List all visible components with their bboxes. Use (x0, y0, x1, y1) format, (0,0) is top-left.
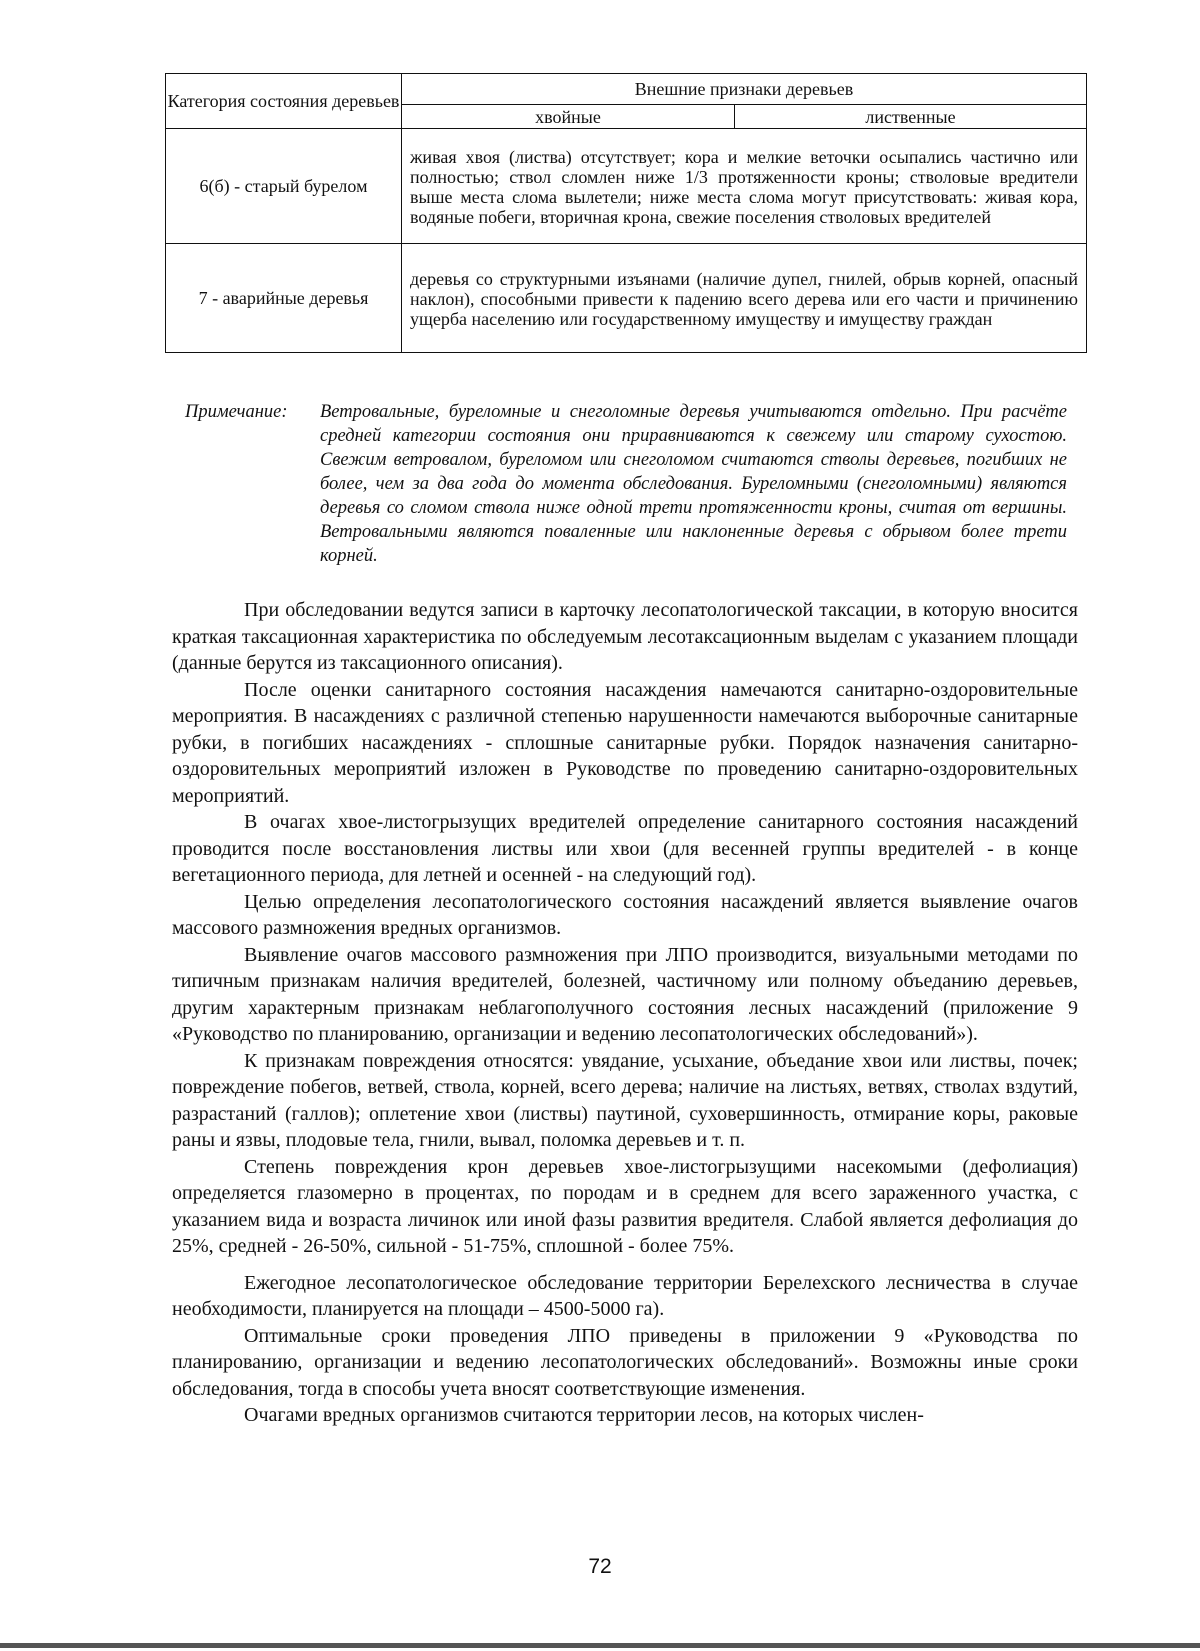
page-number: 72 (588, 1555, 612, 1578)
header-category: Категория состояния деревьев (166, 74, 402, 129)
paragraph: К признакам повреждения относятся: увядание, усыхание, объедание хвои или листвы, почек; повреждение побегов, ветвей, ствола, корней, всего дерева; наличие на листьях, ветвях, стволах вздутий, разрастаний (галлов); оплетение хвои (листвы) паутиной, суховершинность, отмирание коры, раковые раны и язвы, плодовые тела, гнили, вывал, поломка деревьев и т. п. (172, 1049, 1078, 1151)
paragraph: В очагах хвое-листогрызущих вредителей определение санитарного состояния насаждений проводится после восстановления листвы или хвои (для весенней группы вредителей - в конце вегетационного периода, для летней и осенней - на следующий год). (172, 811, 1078, 886)
header-deciduous: лиственные (735, 105, 1087, 129)
header-external-signs: Внешние признаки деревьев (402, 74, 1087, 105)
row-description: деревья со структурными изъянами (наличие дупел, гнилей, обрыв корней, опасный наклон), способными привести к падению всего дерева или его части и причинению ущерба населению или государственному имуществу и имуществу граждан (402, 244, 1087, 353)
note-text: Ветровальные, буреломные и снеголомные деревья учитываются отдельно. При расчёте средней категории состояния они приравниваются к свежему или старому сухостою. Свежим ветровалом, буреломом или снеголомом считаются стволы деревьев, погибших не более, чем за два года до момента обследования. Буреломными (снеголомными) являются деревья со сломом ствола ниже одной трети протяженности кроны, считая от вершины. Ветровальными являются поваленные или наклоненные деревья с обрывом более трети корней. (320, 402, 1067, 566)
row-description: живая хвоя (листва) отсутствует; кора и мелкие веточки осыпались частично или полностью; ствол сломлен ниже 1/3 протяженности кроны; стволовые вредители выше места слома вылетели; ниже места слома могут присутствовать: живая кора, водяные побеги, вторичная крона, свежие поселения стволовых вредителей (402, 129, 1087, 244)
table-note (185, 400, 1067, 568)
paragraph: Целью определения лесопатологического состояния насаждений является выявление очагов массового размножения вредных организмов. (172, 890, 1078, 939)
row-category: 7 - аварийные деревья (166, 244, 402, 353)
note-label: Примечание: (185, 402, 288, 422)
tree-condition-table (165, 73, 1087, 353)
paragraph: Очагами вредных организмов считаются территории лесов, на которых числен- (244, 1404, 924, 1426)
body-text (172, 597, 1078, 1429)
paragraph: Ежегодное лесопатологическое обследование территории Берелехского лесничества в случае необходимости, планируется на площади – 4500-5000 га). (172, 1271, 1078, 1320)
paragraph: Степень повреждения крон деревьев хвое-листогрызущими насекомыми (дефолиация) определяется глазомерно в процентах, по породам и в среднем для всего зараженного участка, с указанием вида и возраста личинок или иной фазы развития вредителя. Слабой является дефолиация до 25%, средней - 26-50%, сильной - 51-75%, сплошной - более 75%. (172, 1155, 1078, 1257)
header-conifer: хвойные (402, 105, 735, 129)
paragraph: Выявление очагов массового размножения при ЛПО производится, визуальными методами по типичным признакам наличия вредителей, болезней, частичному или полному объеданию деревьев, другим характерным признакам неблагополучного состояния лесных насаждений (приложение 9 «Руководство по планированию, организации и ведению лесопатологических обследований»). (172, 943, 1078, 1045)
bottom-rule (0, 1643, 1200, 1648)
paragraph: После оценки санитарного состояния насаждения намечаются санитарно-оздоровительные мероприятия. В насаждениях с различной степенью нарушенности намечаются выборочные санитарные рубки, в погибших насаждениях - сплошные санитарные рубки. Порядок назначения санитарно-оздоровительных мероприятий изложен в Руководстве по проведению санитарно-оздоровительных мероприятий. (172, 678, 1078, 807)
row-category: 6(б) - старый бурелом (166, 129, 402, 244)
paragraph: Оптимальные сроки проведения ЛПО приведены в приложении 9 «Руководства по планированию, организации и ведению лесопатологических обследований». Возможны иные сроки обследования, тогда в способы учета вносят соответствующие изменения. (172, 1324, 1078, 1400)
paragraph: При обследовании ведутся записи в карточку лесопатологической таксации, в которую вносится краткая таксационная характеристика по обследуемым лесотаксационным выделам с указанием площади (данные берутся из таксационного описания). (172, 599, 1078, 674)
